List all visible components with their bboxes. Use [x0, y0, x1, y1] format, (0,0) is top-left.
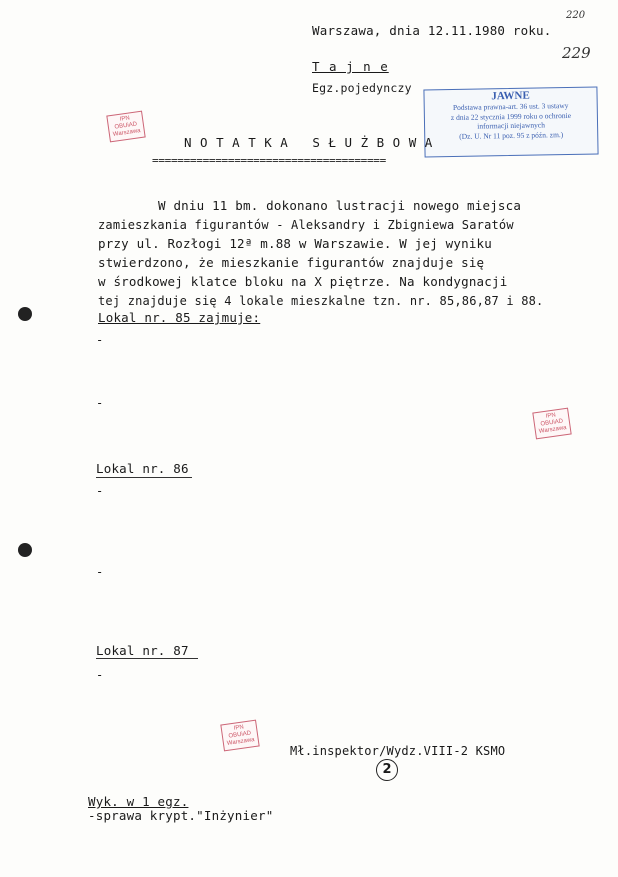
stamp-line-4: (Dz. U. Nr 11 poz. 95 z późn. zm.) [459, 129, 564, 141]
body-line-4: stwierdzono, że mieszkanie figurantów znajduje się [98, 255, 485, 270]
section-heading-87: Lokal nr. 87 [96, 643, 189, 658]
stamp-line-2: z dnia 22 stycznia 1999 roku o ochronie [450, 110, 572, 122]
copy-note: Egz.pojedynczy [312, 81, 412, 95]
section-87-underline [96, 658, 198, 659]
page-mark-top: 220 [566, 10, 586, 21]
stamp-line-1: Podstawa prawna-art. 36 ust. 3 ustawy [452, 100, 569, 113]
signature-line: Mł.inspektor/Wydz.VIII-2 KSMO [290, 744, 506, 758]
declassification-stamp [423, 86, 598, 157]
section-86-item-2: - [96, 565, 104, 579]
section-87-item-1: - [96, 668, 104, 682]
classification-label: T a j n e [312, 59, 389, 74]
punch-hole-top [18, 307, 32, 321]
body-line-2: zamieszkania figurantów - Aleksandry i Zbigniewa Saratów [98, 218, 514, 232]
footer-line-2: -sprawa krypt."Inżynier" [88, 808, 274, 823]
section-heading-86: Lokal nr. 86 [96, 461, 189, 476]
body-line-5: w środkowej klatce bloku na X piętrze. Na kondygnacji [98, 274, 508, 289]
section-86-item-1: - [96, 484, 104, 498]
document-title: N O T A T K A S Ł U Ż B O W A [184, 135, 433, 150]
circled-number: 2 [376, 759, 398, 781]
body-line-3: przy ul. Rozłogi 12ª m.88 w Warszawie. W jej wyniku [98, 236, 493, 251]
page-number-handwritten: 229 [562, 44, 591, 62]
body-line-1: W dniu 11 bm. dokonano lustracji nowego miejsca [158, 198, 522, 213]
ipn-stamp-3: IPN OBUiAD Warszawa [220, 720, 259, 752]
ipn-stamp-2: IPN OBUiAD Warszawa [532, 408, 571, 440]
section-85-item-2: - [96, 396, 104, 410]
punch-hole-bottom [18, 543, 32, 557]
stamp-line-3: informacji niejawnych [477, 120, 545, 131]
section-86-underline [96, 477, 192, 478]
section-heading-85: Lokal nr. 85 zajmuje: [98, 310, 261, 325]
stamp-title: JAWNE [491, 89, 530, 103]
ipn-stamp-1: IPN OBUiAD Warszawa [106, 111, 145, 143]
footer-line-1: Wyk. w 1 egz. [88, 794, 189, 809]
title-rule: ===================================== [152, 154, 386, 167]
section-85-item-1: - [96, 333, 104, 347]
date-line: Warszawa, dnia 12.11.1980 roku. [312, 23, 552, 38]
body-line-6: tej znajduje się 4 lokale mieszkalne tzn. nr. 85,86,87 i 88. [98, 294, 544, 308]
